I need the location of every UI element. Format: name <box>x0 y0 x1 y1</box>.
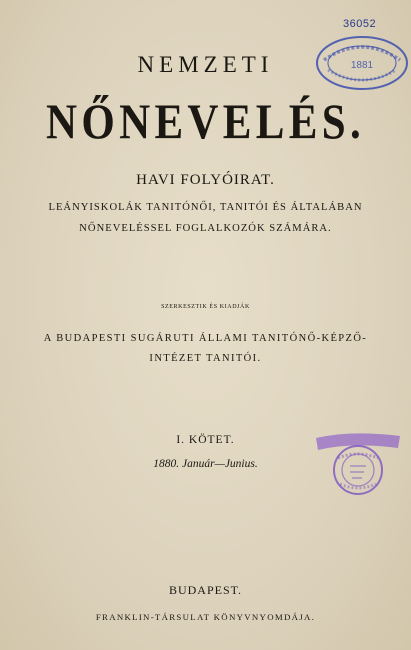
svg-text:1881: 1881 <box>350 60 374 71</box>
ownership-stamp-icon <box>312 428 404 500</box>
title-line-1: NEMZETI <box>137 52 274 77</box>
imprint-printer: FRANKLIN-TÁRSULAT KÖNYVNYOMDÁJA. <box>95 612 316 622</box>
volume-number: I. KÖTET. <box>176 434 235 446</box>
imprint-city: BUDAPEST. <box>168 583 243 597</box>
institution-line-2: INTÉZET TANITÓI. <box>149 353 262 364</box>
shelf-number: 36052 <box>343 18 377 30</box>
audience-line-1: LEÁNYISKOLÁK TANITÓNŐI, TANITÓI ÉS ÁLTALÁBAN <box>48 202 363 213</box>
subtitle: HAVI FOLYÓIRAT. <box>136 172 275 188</box>
audience-line-2: NŐNEVELÉSSEL FOGLALKOZÓK SZÁMÁRA. <box>79 223 332 234</box>
journal-title: NŐNEVELÉS. <box>45 93 366 149</box>
institution-line-1: A BUDAPESTI SUGÁRUTI ÁLLAMI TANITÓNŐ-KÉPZŐ- <box>43 333 368 344</box>
editors-label: SZERKESZTIK ÉS KIADJÁK <box>161 304 250 310</box>
volume-dates: 1880. Január—Junius. <box>153 458 258 470</box>
library-stamp-icon <box>314 30 410 96</box>
